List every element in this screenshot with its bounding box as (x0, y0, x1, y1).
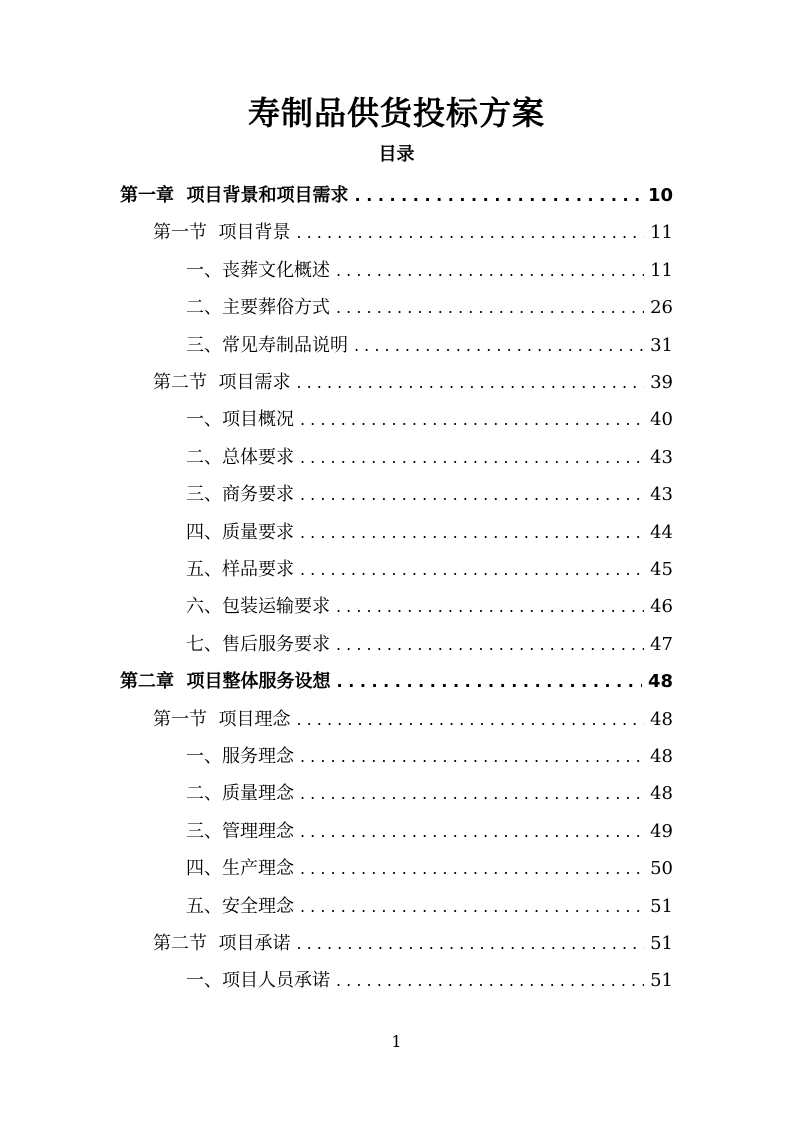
toc-entry-page: 46 (650, 596, 673, 618)
toc-entry[interactable] (186, 816, 673, 848)
toc-entry-page: 39 (650, 372, 673, 393)
toc-entry-page: 11 (650, 222, 673, 244)
dot-leader (300, 517, 644, 549)
toc-entry[interactable] (186, 442, 673, 474)
dot-leader (296, 367, 644, 399)
toc-entry-label: 一、项目概况 (186, 409, 294, 431)
toc-entry[interactable] (186, 255, 673, 287)
dot-leader (296, 704, 644, 736)
toc-entry-label: 五、安全理念 (186, 895, 294, 917)
toc-entry[interactable] (153, 704, 673, 736)
toc-entry-page: 49 (650, 820, 673, 842)
toc-entry[interactable] (186, 891, 673, 923)
dot-leader (337, 666, 642, 698)
dot-leader (354, 330, 644, 362)
toc-entry[interactable] (153, 217, 673, 249)
toc-entry-label: 六、包装运输要求 (186, 596, 330, 618)
document-title: 寿制品供货投标方案 (247, 94, 545, 132)
toc-entry-label: 第二节 项目需求 (153, 372, 291, 393)
dot-leader (355, 180, 642, 212)
toc-entry[interactable] (120, 180, 673, 212)
toc-entry-page: 48 (647, 671, 673, 693)
toc-entry-page: 43 (650, 484, 673, 506)
dot-leader (336, 629, 644, 661)
dot-leader (336, 255, 644, 287)
toc-entry-page: 31 (650, 334, 673, 356)
toc-entry[interactable] (153, 367, 673, 399)
toc-entry[interactable] (120, 666, 673, 698)
toc-entry-page: 51 (650, 895, 673, 917)
dot-leader (300, 554, 644, 586)
toc-entry-page: 48 (650, 746, 673, 767)
dot-leader (296, 217, 644, 249)
dot-leader (300, 442, 644, 474)
toc-entry-label: 二、主要葬俗方式 (186, 297, 330, 319)
toc-heading: 目录 (378, 144, 415, 165)
toc-entry-label: 一、项目人员承诺 (186, 970, 330, 992)
toc-entry-label: 五、样品要求 (186, 559, 294, 580)
toc-entry-label: 一、丧葬文化概述 (186, 259, 330, 281)
toc-entry-label: 第二章 项目整体服务设想 (120, 671, 331, 693)
toc-entry-page: 50 (650, 858, 673, 880)
toc-entry-label: 第二节 项目承诺 (153, 933, 291, 954)
toc-entry[interactable] (186, 330, 673, 362)
toc-entry[interactable] (186, 853, 673, 885)
toc-entry-label: 三、常见寿制品说明 (186, 334, 348, 356)
toc-entry-page: 40 (650, 409, 673, 431)
toc-entry-label: 四、质量要求 (186, 521, 294, 543)
toc-entry-page: 26 (650, 297, 673, 319)
toc-entry-page: 10 (647, 185, 673, 206)
toc-entry[interactable] (186, 517, 673, 549)
dot-leader (300, 404, 644, 436)
toc-entry-page: 48 (650, 783, 673, 805)
toc-entry-label: 第一章 项目背景和项目需求 (120, 185, 349, 206)
toc-entry-page: 51 (650, 970, 673, 992)
toc-entry[interactable] (153, 928, 673, 960)
dot-leader (336, 591, 644, 623)
toc-entry-label: 二、质量理念 (186, 783, 294, 805)
toc-entry-label: 二、总体要求 (186, 446, 294, 468)
toc-entry[interactable] (186, 479, 673, 511)
toc-entry-label: 一、服务理念 (186, 746, 294, 767)
dot-leader (300, 891, 644, 923)
toc-entry[interactable] (186, 591, 673, 623)
dot-leader (300, 853, 644, 885)
toc-entry[interactable] (186, 965, 673, 997)
toc-entry-page: 45 (650, 559, 673, 580)
dot-leader (336, 292, 644, 324)
toc-entry[interactable] (186, 292, 673, 324)
toc-entry[interactable] (186, 629, 673, 661)
toc-entry-label: 第一节 项目理念 (153, 708, 291, 730)
toc-entry[interactable] (186, 554, 673, 586)
toc-entry-page: 11 (650, 259, 673, 281)
dot-leader (300, 741, 644, 773)
toc-entry[interactable] (186, 741, 673, 773)
dot-leader (300, 816, 644, 848)
toc-entry-page: 51 (650, 933, 673, 954)
toc-entry[interactable] (186, 778, 673, 810)
toc-entry-page: 43 (650, 446, 673, 468)
dot-leader (300, 479, 644, 511)
toc-entry[interactable] (186, 404, 673, 436)
dot-leader (336, 965, 644, 997)
dot-leader (300, 778, 644, 810)
toc-entry-page: 47 (650, 633, 673, 655)
toc-entry-label: 七、售后服务要求 (186, 633, 330, 655)
toc-entry-page: 48 (650, 708, 673, 730)
toc-entry-label: 第一节 项目背景 (153, 222, 291, 244)
toc-entry-label: 三、管理理念 (186, 820, 294, 842)
dot-leader (296, 928, 644, 960)
toc-entry-page: 44 (650, 521, 673, 543)
toc-entry-label: 三、商务要求 (186, 484, 294, 506)
toc-entry-label: 四、生产理念 (186, 858, 294, 880)
page-number: 1 (391, 1032, 402, 1051)
